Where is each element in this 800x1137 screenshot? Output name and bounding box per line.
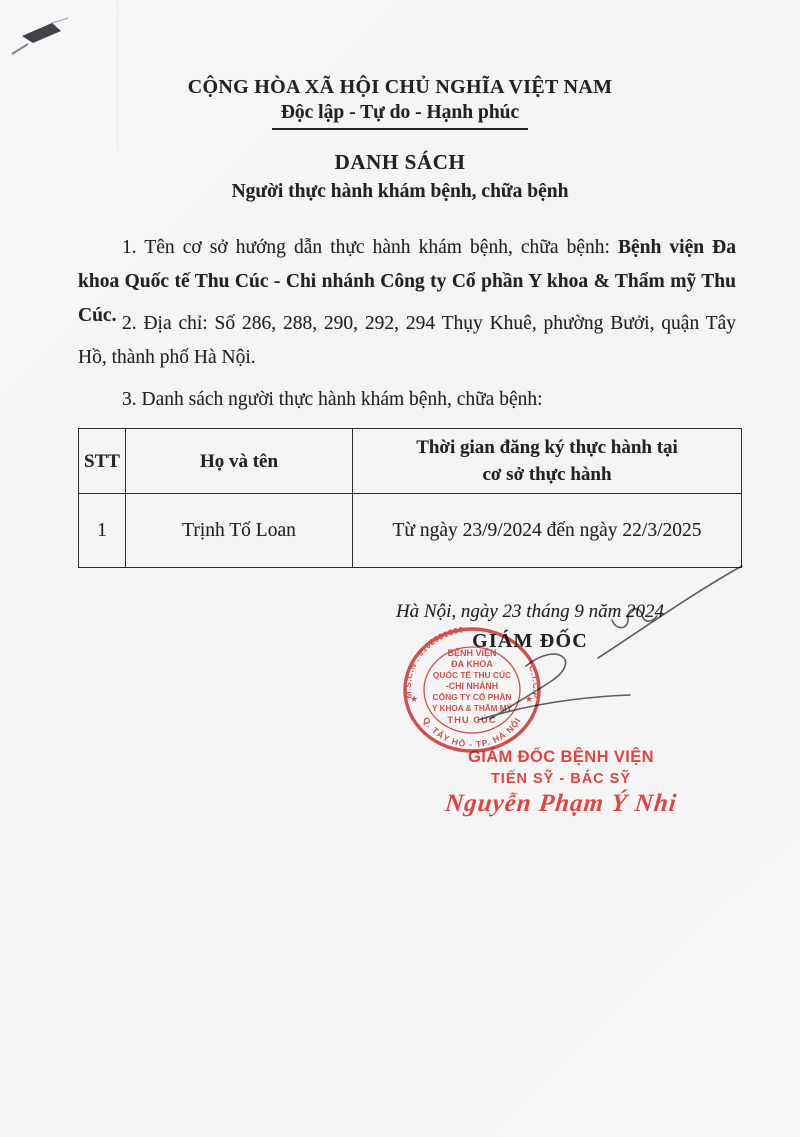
- header-period-line2: cơ sở thực hành: [482, 464, 612, 485]
- stamp-star-left-icon: ★: [410, 694, 419, 704]
- paragraph-facility-label: 1. Tên cơ sở hướng dẫn thực hành khám bệnh, chữa bệnh:: [122, 237, 618, 258]
- header-cell-stt: STT: [79, 429, 126, 494]
- header-cell-name: Họ và tên: [126, 429, 353, 494]
- national-motto-line1: CỘNG HÒA XÃ HỘI CHỦ NGHĨA VIỆT NAM: [187, 76, 613, 98]
- handwritten-signature: [380, 550, 780, 735]
- cell-stt: 1: [79, 494, 126, 568]
- stamp-line-6: Y KHOA & THẨM MỸ: [431, 704, 513, 713]
- stamp-line-5: CÔNG TY CỔ PHẦN: [432, 692, 512, 702]
- motto-underlined-text: Độc lập - Tự do - Hạnh phúc: [272, 102, 528, 130]
- stamp-line-3: QUỐC TẾ THU CÚC: [432, 670, 512, 680]
- signer-name: Nguyễn Phạm Ý Nhi: [443, 790, 679, 817]
- cell-name: Trịnh Tố Loan: [126, 494, 353, 568]
- stamp-line-4: -CHI NHÁNH: [445, 681, 499, 691]
- stamp-line-1: BỆNH VIỆN: [447, 648, 497, 658]
- cell-period: Từ ngày 23/9/2024 đến ngày 22/3/2025: [353, 494, 742, 568]
- signer-block: [430, 748, 692, 818]
- document-subtitle: Người thực hành khám bệnh, chữa bệnh: [231, 181, 569, 202]
- position-title: GIÁM ĐỐC: [472, 630, 588, 652]
- paragraph-address: 2. Địa chỉ: Số 286, 288, 290, 292, 294 Thụy Khuê, phường Bưởi, quận Tây Hồ, thành phố Hà Nội.: [78, 313, 736, 368]
- facility-name: Bệnh viện Đa khoa Quốc tế Thu Cúc - Chi nhánh Công ty Cổ phần Y khoa & Thẩm mỹ Thu Cúc.: [78, 237, 737, 326]
- place-and-date: Hà Nội, ngày 23 tháng 9 năm 2024: [395, 601, 665, 622]
- practitioner-table: [78, 428, 742, 568]
- signer-position-line2: TIẾN SỸ - BÁC SỸ: [490, 771, 632, 787]
- stamp-line-7: THU CÚC: [447, 714, 497, 725]
- table-header-row: [79, 429, 742, 494]
- paragraph-list-intro: 3. Danh sách người thực hành khám bệnh, chữa bệnh:: [122, 389, 543, 410]
- signer-position-line1: GIÁM ĐỐC BỆNH VIỆN: [468, 748, 654, 766]
- stamp-arc-right-text: C.T.C.P: [526, 664, 541, 699]
- document-title: DANH SÁCH: [334, 150, 466, 174]
- staple-mark: [8, 14, 82, 72]
- stamp-star-right-icon: ★: [525, 694, 534, 704]
- stamp-line-2: ĐA KHOA: [451, 659, 493, 669]
- header-period-line1: Thời gian đăng ký thực hành tại: [416, 437, 678, 458]
- national-motto-line2: [0, 102, 800, 130]
- header-cell-period: [353, 429, 742, 494]
- stamp-arc-bottom-text: Q. TÂY HỒ - TP. HÀ NỘI: [420, 715, 523, 750]
- stamp-arc-top-text: M.S.C.N : 0102801500: [403, 625, 465, 699]
